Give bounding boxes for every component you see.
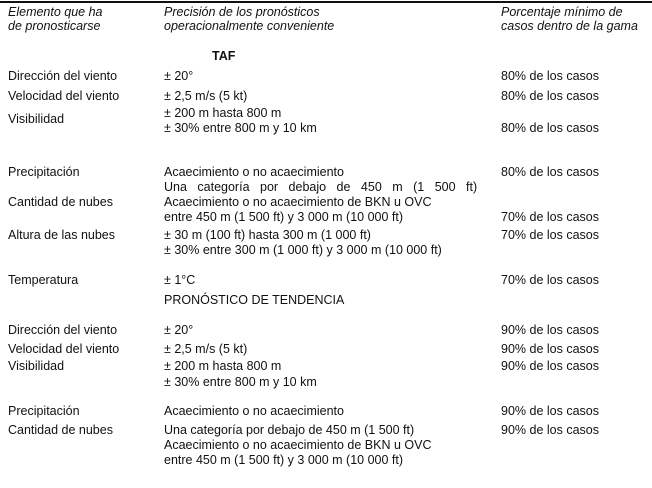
tend-visibilidad-percent: 90% de los casos bbox=[501, 359, 599, 373]
taf-nubes-cantidad-element: Cantidad de nubes bbox=[8, 195, 113, 209]
header-element-line1: Elemento que ha bbox=[8, 5, 103, 19]
taf-velocidad-accuracy: ± 2,5 m/s (5 kt) bbox=[164, 89, 248, 103]
tend-nubes-cantidad-accuracy-line3: entre 450 m (1 500 ft) y 3 000 m (10 000 ft) bbox=[164, 453, 404, 467]
tend-nubes-cantidad-element: Cantidad de nubes bbox=[8, 423, 113, 437]
taf-velocidad-percent: 80% de los casos bbox=[501, 89, 599, 103]
taf-precipitacion-percent: 80% de los casos bbox=[501, 165, 599, 179]
taf-nubes-cantidad-accuracy-line2: entre 450 m (1 500 ft) y 3 000 m (10 000 ft) bbox=[164, 210, 404, 224]
taf-nubes-altura-accuracy-line1: ± 30 m (100 ft) hasta 300 m (1 000 ft) bbox=[164, 228, 371, 242]
taf-nubes-cantidad-percent: 70% de los casos bbox=[501, 210, 599, 224]
taf-direccion-element: Dirección del viento bbox=[8, 69, 118, 83]
taf-visibilidad-percent: 80% de los casos bbox=[501, 121, 599, 135]
tend-velocidad-element: Velocidad del viento bbox=[8, 342, 120, 356]
tend-visibilidad-accuracy-line2: ± 30% entre 800 m y 10 km bbox=[164, 375, 317, 389]
taf-temperatura-accuracy: ± 1°C bbox=[164, 273, 196, 287]
section-title-taf: TAF bbox=[212, 49, 236, 63]
tend-visibilidad-element: Visibilidad bbox=[8, 359, 65, 373]
header-accuracy-line2: operacionalmente conveniente bbox=[164, 19, 335, 33]
taf-temperatura-percent: 70% de los casos bbox=[501, 273, 599, 287]
section-title-tendencia: PRONÓSTICO DE TENDENCIA bbox=[164, 293, 345, 307]
tend-visibilidad-accuracy-line1: ± 200 m hasta 800 m bbox=[164, 359, 282, 373]
taf-visibilidad-accuracy-line2: ± 30% entre 800 m y 10 km bbox=[164, 121, 317, 135]
taf-direccion-percent: 80% de los casos bbox=[501, 69, 599, 83]
tend-precipitacion-percent: 90% de los casos bbox=[501, 404, 599, 418]
top-rule bbox=[0, 1, 652, 3]
tend-nubes-cantidad-accuracy-line1: Una categoría por debajo de 450 m (1 500 ft) bbox=[164, 423, 415, 437]
taf-direccion-accuracy: ± 20° bbox=[164, 69, 194, 83]
tend-velocidad-accuracy: ± 2,5 m/s (5 kt) bbox=[164, 342, 248, 356]
tend-direccion-accuracy: ± 20° bbox=[164, 323, 194, 337]
taf-precipitacion-accuracy-line1: Acaecimiento o no acaecimiento bbox=[164, 165, 344, 179]
header-element-line2: de pronosticarse bbox=[8, 19, 101, 33]
tend-direccion-element: Dirección del viento bbox=[8, 323, 118, 337]
taf-temperatura-element: Temperatura bbox=[8, 273, 79, 287]
tend-nubes-cantidad-accuracy-line2: Acaecimiento o no acaecimiento de BKN u OVC bbox=[164, 438, 432, 452]
taf-nubes-cantidad-accuracy-line1: Acaecimiento o no acaecimiento de BKN u OVC bbox=[164, 195, 432, 209]
taf-precipitacion-element: Precipitación bbox=[8, 165, 80, 179]
header-percent-line1: Porcentaje mínimo de bbox=[501, 5, 623, 19]
header-accuracy-line1: Precisión de los pronósticos bbox=[164, 5, 320, 19]
taf-nubes-altura-accuracy-line2: ± 30% entre 300 m (1 000 ft) y 3 000 m (10 000 ft) bbox=[164, 243, 442, 257]
taf-nubes-altura-percent: 70% de los casos bbox=[501, 228, 599, 242]
taf-velocidad-element: Velocidad del viento bbox=[8, 89, 120, 103]
taf-visibilidad-element: Visibilidad bbox=[8, 112, 65, 126]
tend-nubes-cantidad-percent: 90% de los casos bbox=[501, 423, 599, 437]
taf-visibilidad-accuracy-line1: ± 200 m hasta 800 m bbox=[164, 106, 282, 120]
tend-direccion-percent: 90% de los casos bbox=[501, 323, 599, 337]
taf-precipitacion-accuracy-line2: Una categoría por debajo de 450 m (1 500 ft) bbox=[164, 180, 478, 194]
header-percent-line2: casos dentro de la gama bbox=[501, 19, 638, 33]
tend-velocidad-percent: 90% de los casos bbox=[501, 342, 599, 356]
tend-precipitacion-element: Precipitación bbox=[8, 404, 80, 418]
taf-nubes-altura-element: Altura de las nubes bbox=[8, 228, 116, 242]
tend-precipitacion-accuracy: Acaecimiento o no acaecimiento bbox=[164, 404, 344, 418]
